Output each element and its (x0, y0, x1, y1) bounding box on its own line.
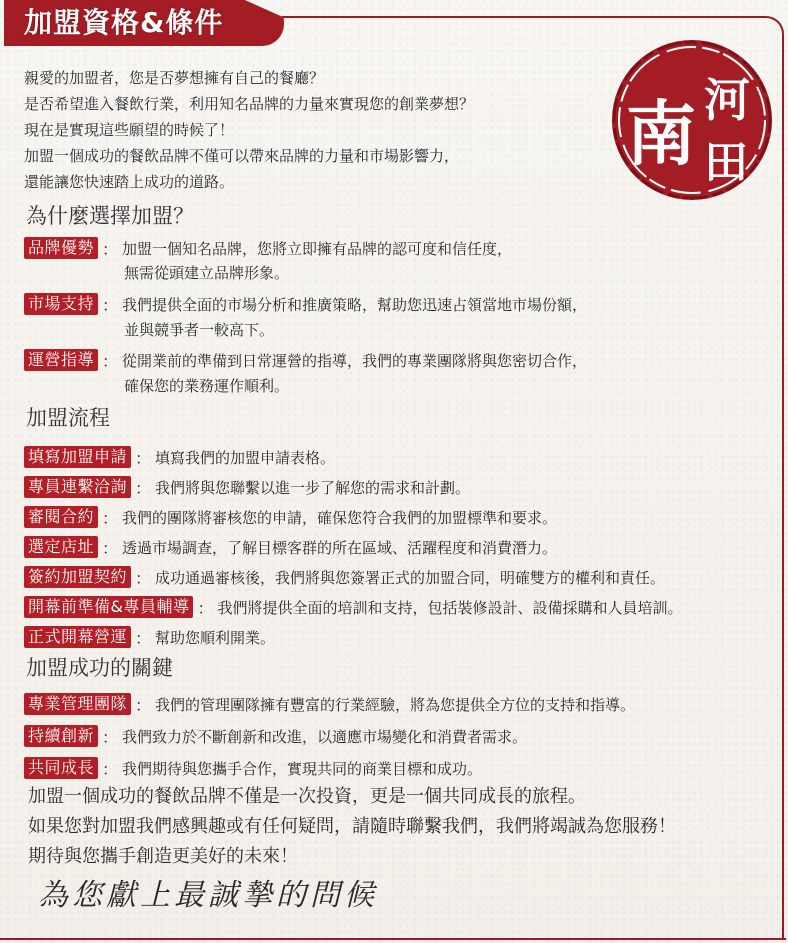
process-item: 開幕前準備&專員輔導 ： 我們將提供全面的培訓和支持，包括裝修設計、設備採購和人員培訓。 (24, 595, 683, 619)
why-item: 品牌優勢 ： 加盟一個知名品牌，您將立即擁有品牌的認可度和信任度， (24, 236, 512, 260)
process-item: 填寫加盟申請 ： 填寫我們的加盟申請表格。 (24, 445, 335, 469)
why-item: 運營指導 ： 從開業前的準備到日常運營的指導，我們的專業團隊將與您密切合作， (24, 348, 587, 372)
why-text-cont: 無需從頭建立品牌形象。 (124, 264, 290, 282)
process-label: 專員連繫洽詢 (24, 476, 131, 498)
keys-label: 共同成長 (24, 757, 98, 779)
intro-line-2: 是否希望進入餐飲行業，利用知名品牌的力量來實現您的創業夢想？ (24, 95, 475, 113)
process-item: 簽約加盟契約 ： 成功通過審核後，我們將與您簽署正式的加盟合同，明確雙方的權利和責任。 (24, 565, 665, 589)
process-text: 成功通過審核後，我們將與您簽署正式的加盟合同，明確雙方的權利和責任。 (155, 568, 666, 587)
process-text: 透過市場調查，了解目標客群的所在區域、活躍程度和消費潛力。 (122, 538, 558, 557)
process-heading: 加盟流程 (26, 406, 110, 430)
keys-heading: 加盟成功的關鍵 (26, 656, 173, 680)
keys-text: 我們致力於不斷創新和改進，以適應市場變化和消費者需求。 (122, 727, 528, 746)
keys-item: 持續創新 ： 我們致力於不斷創新和改進，以適應市場變化和消費者需求。 (24, 724, 527, 748)
closing-line-2: 如果您對加盟我們感興趣或有任何疑問，請隨時聯繫我們，我們將竭誠為您服務！ (28, 816, 676, 837)
seal-char-3: 田 (704, 137, 748, 188)
page-title: 加盟資格&條件 (24, 6, 224, 39)
keys-text: 我們的管理團隊擁有豐富的行業經驗，將為您提供全方位的支持和指導。 (155, 695, 636, 714)
frame-right (782, 34, 784, 939)
process-text: 我們將與您聯繫以進一步了解您的需求和計劃。 (155, 478, 471, 497)
process-label: 簽約加盟契約 (24, 566, 131, 588)
intro-line-4: 加盟一個成功的餐飲品牌不僅可以帶來品牌的力量和市場影響力， (24, 147, 460, 165)
seal-char-1: 南 (626, 92, 696, 175)
why-text: 從開業前的準備到日常運營的指導，我們的專業團隊將與您密切合作， (122, 351, 588, 370)
why-label: 市場支持 (24, 293, 98, 315)
keys-label: 持續創新 (24, 725, 98, 747)
process-item: 審閱合約 ： 我們的團隊將審核您的申請，確保您符合我們的加盟標準和要求。 (24, 505, 557, 529)
process-text: 幫助您順利開業。 (155, 628, 276, 647)
closing-line-1: 加盟一個成功的餐飲品牌不僅是一次投資，更是一個共同成長的旅程。 (28, 786, 586, 807)
why-item: 市場支持 ： 我們提供全面的市場分析和推廣策略，幫助您迅速占領當地市場份額， (24, 292, 587, 316)
seal-char-2: 河 (704, 73, 750, 127)
why-text: 我們提供全面的市場分析和推廣策略，幫助您迅速占領當地市場份額， (122, 295, 588, 314)
process-text: 填寫我們的加盟申請表格。 (155, 448, 336, 467)
why-text: 加盟一個知名品牌，您將立即擁有品牌的認可度和信任度， (122, 239, 513, 258)
closing-line-3: 期待與您攜手創造更美好的未來！ (28, 846, 298, 867)
frame-bottom (0, 938, 786, 940)
process-label: 填寫加盟申請 (24, 446, 131, 468)
why-heading: 為什麼選擇加盟？ (26, 204, 194, 228)
process-label: 開幕前準備&專員輔導 (24, 596, 193, 618)
process-item: 正式開幕營運 ： 幫助您順利開業。 (24, 625, 275, 649)
process-item: 選定店址 ： 透過市場調查，了解目標客群的所在區域、活躍程度和消費潛力。 (24, 535, 557, 559)
intro-line-3: 現在是實現這些願望的時候了！ (24, 121, 235, 139)
keys-item: 專業管理團隊 ： 我們的管理團隊擁有豐富的行業經驗，將為您提供全方位的支持和指導。 (24, 692, 635, 716)
keys-item: 共同成長 ： 我們期待與您攜手合作，實現共同的商業目標和成功。 (24, 756, 482, 780)
process-text: 我們的團隊將審核您的申請，確保您符合我們的加盟標準和要求。 (122, 508, 558, 527)
why-label: 運營指導 (24, 349, 98, 371)
process-label: 審閱合約 (24, 506, 98, 528)
process-label: 正式開幕營運 (24, 626, 131, 648)
why-text-cont: 確保您的業務運作順利。 (124, 377, 290, 395)
why-label: 品牌優勢 (24, 237, 98, 259)
signature: 為您獻上最誠摯的問候 (38, 878, 378, 913)
brand-seal (606, 34, 778, 206)
process-label: 選定店址 (24, 536, 98, 558)
process-text: 我們將提供全面的培訓和支持，包括裝修設計、設備採購和人員培訓。 (217, 598, 683, 617)
keys-label: 專業管理團隊 (24, 693, 131, 715)
keys-text: 我們期待與您攜手合作，實現共同的商業目標和成功。 (122, 759, 483, 778)
intro-line-5: 還能讓您快速踏上成功的道路。 (24, 173, 235, 191)
why-text-cont: 並與競爭者一較高下。 (124, 321, 275, 339)
intro-line-1: 親愛的加盟者，您是否夢想擁有自己的餐廳？ (24, 69, 325, 87)
process-item: 專員連繫洽詢 ： 我們將與您聯繫以進一步了解您的需求和計劃。 (24, 475, 470, 499)
